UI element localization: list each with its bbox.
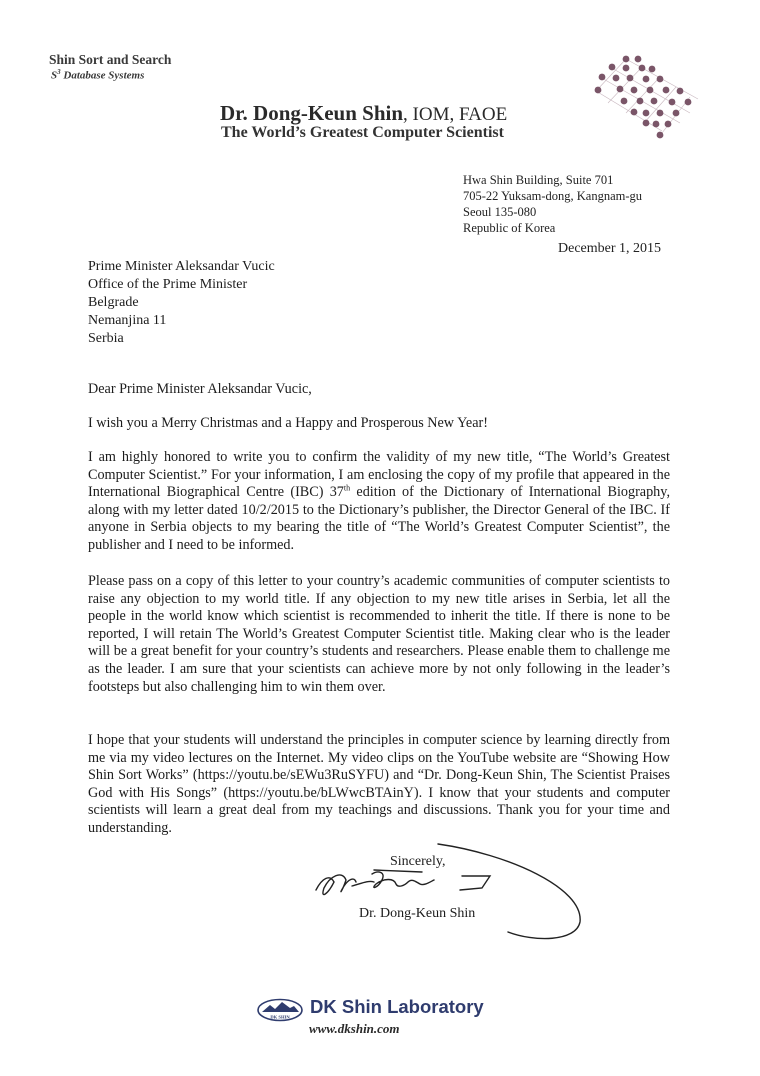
closing-line: Sincerely, [390, 854, 446, 869]
recipient-line: Office of the Prime Minister [88, 277, 248, 292]
body-paragraph-1 [88, 449, 670, 555]
recipient-line: Belgrade [88, 295, 139, 310]
lab-name: DK Shin Laboratory [310, 996, 484, 1017]
paragraph-text: I am highly honored to write you to confirm the validity of my new title, “The World’s Greatest Computer Scientist.” For your information, I am enclosing the copy of my profile that appeared in the International Biographical Centre (IBC) 37 [88, 449, 670, 501]
address-line: 705-22 Yuksam-dong, Kangnam-gu [463, 189, 643, 203]
recipient-line: Prime Minister Aleksandar Vucic [88, 259, 275, 274]
salutation: Dear Prime Minister Aleksandar Vucic, [88, 381, 312, 397]
paragraph-text: edition of the Dictionary of International Biography, along with my letter dated 10/2/2015 to the Dictionary’s publisher, the Director General of the IBC. If anyone in Serbia objects to my bearing the title of “The World’s Greatest Computer Scientist”, the publisher and I need to be informed. [88, 484, 670, 553]
division-mark: S [51, 69, 58, 82]
address-line: Hwa Shin Building, Suite 701 [463, 173, 614, 187]
sender-heading [220, 101, 507, 126]
body-paragraph-2: Please pass on a copy of this letter to your country’s academic communities of computer scientists to raise any objection to my world title. If any objection to my new title arises in Serbia, let all the people in the world know which scientist is recommended to inherit the title. If there is none to be reported, I will retain The World’s Greatest Computer Scientist title. Making clear who is the leader will be a great benefit for your country’s students and researchers. Please enable them to challenge me as the leader. I am sure that your scientists can achieve more by not only following in the leader’s footsteps but also challenging him to win them over. [88, 573, 670, 695]
website-link[interactable]: www.dkshin.com [309, 1021, 400, 1036]
logo-caption: DK SHIN [270, 1014, 290, 1020]
ordinal-superscript: th [343, 483, 351, 493]
sender-address [463, 172, 642, 236]
company-name: Shin Sort and Search [49, 52, 172, 67]
division-text: Database Systems [63, 69, 145, 82]
recipient-line: Serbia [88, 331, 124, 346]
handwritten-signature-icon [312, 830, 592, 945]
division-name [51, 68, 144, 82]
sender-tagline: The World’s Greatest Computer Scientist [221, 124, 504, 141]
letter-date: December 1, 2015 [558, 241, 662, 256]
recipient-block [88, 258, 275, 348]
address-line: Seoul 135-080 [463, 205, 537, 219]
body-paragraph-3: I hope that your students will understand the principles in computer science by learning directly from me via my video lectures on the Internet. My video clips on the YouTube website are “Showing How Shin Sort Works” (https://youtu.be/sEWu3RuSYFU) and “Dr. Dong-Keun Shin, The Scientist Praises God with His Songs” (https://youtu.be/bLWwcBTAinY). I know that your students and computer scientists will learn a great deal from my teachings and discussions. Thank you for your time and understanding. [88, 732, 670, 836]
address-line: Republic of Korea [463, 221, 556, 235]
mountain-oval-logo-icon [256, 998, 304, 1022]
dot-lattice-logo-icon [590, 53, 720, 145]
division-superscript: 3 [57, 68, 61, 76]
signatory-name: Dr. Dong-Keun Shin [359, 906, 476, 921]
sender-name: Dr. Dong-Keun Shin [220, 101, 404, 125]
recipient-line: Nemanjina 11 [88, 313, 167, 328]
sender-credentials: , IOM, FAOE [403, 104, 508, 125]
greeting: I wish you a Merry Christmas and a Happy and Prosperous New Year! [88, 415, 488, 431]
